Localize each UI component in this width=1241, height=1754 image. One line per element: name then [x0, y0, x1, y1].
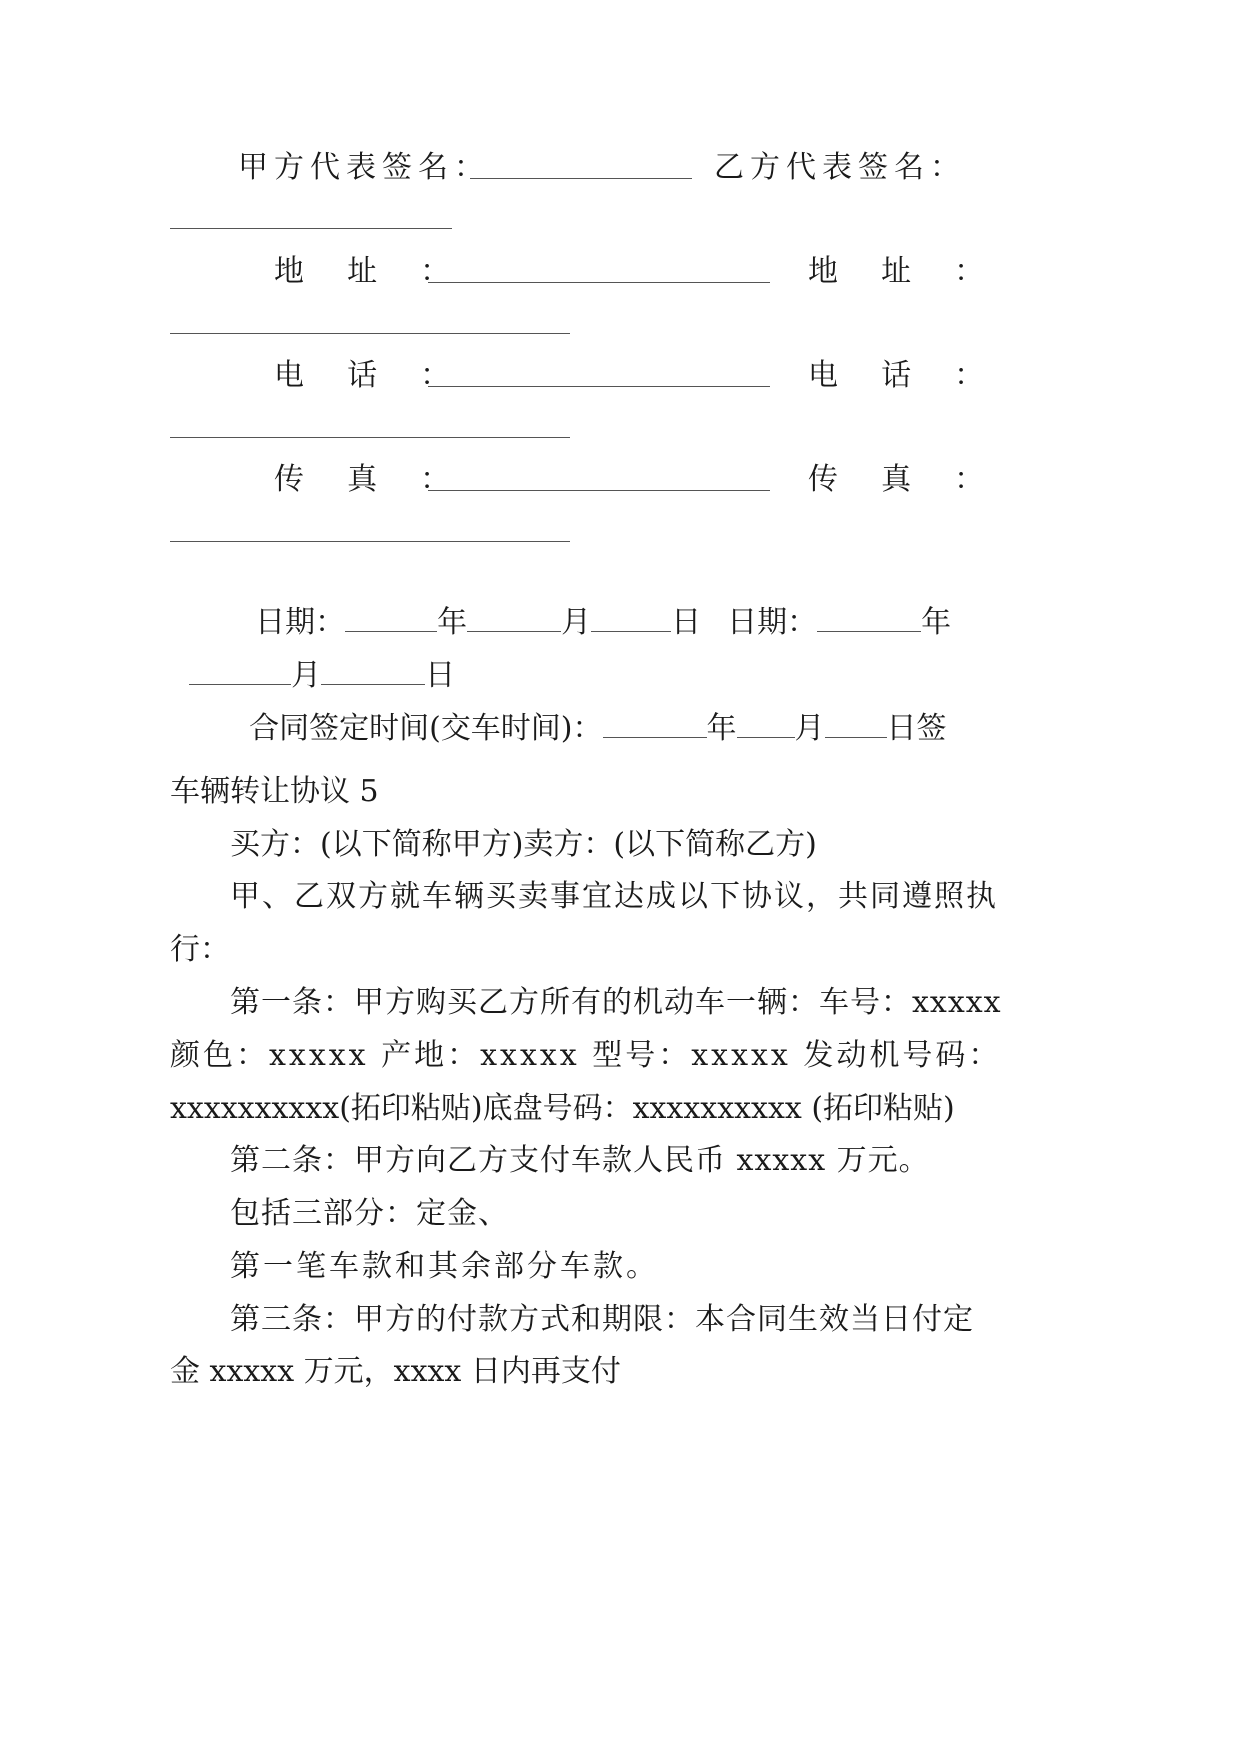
phone-line-a[interactable]	[428, 386, 770, 387]
article-2-parts-2: 第一笔车款和其余部分车款。	[230, 1249, 659, 1284]
day-char: 日	[671, 605, 702, 640]
party-a-sign-label: 甲方代表签名：	[238, 150, 490, 185]
month-char: 月	[561, 605, 592, 640]
phone-label-a: 电 话 ：	[274, 358, 459, 393]
signing-month-char: 月	[794, 711, 825, 746]
signing-day-sign: 日签	[886, 711, 947, 746]
phone-label-b: 电 话 ：	[808, 358, 993, 393]
signing-month-blank[interactable]	[737, 711, 795, 738]
signing-time-label: 合同签定时间(交车时间)：	[249, 711, 603, 746]
party-a-sign-line[interactable]	[470, 178, 692, 179]
party-b-sign-label: 乙方代表签名：	[714, 150, 966, 185]
parties-line: 买方：(以下简称甲方)卖方：(以下简称乙方)	[230, 827, 817, 862]
fax-line-b-cont[interactable]	[170, 541, 570, 542]
signing-time-row	[230, 669, 947, 749]
article-3-line-1: 第三条：甲方的付款方式和期限：本合同生效当日付定	[230, 1302, 974, 1337]
address-line-b-cont[interactable]	[170, 333, 570, 334]
party-b-sign-line-cont[interactable]	[170, 228, 452, 229]
address-label-a: 地 址 ：	[274, 254, 459, 289]
article-1-line-1: 第一条：甲方购买乙方所有的机动车一辆：车号：xxxxx	[230, 985, 1002, 1020]
article-1-line-2: 颜色：xxxxx 产地：xxxxx 型号：xxxxx 发动机号码：	[170, 1038, 1002, 1073]
date-label-a: 日期：	[255, 605, 346, 640]
article-2-parts-1: 包括三部分：定金、	[230, 1196, 509, 1231]
signing-day-blank[interactable]	[825, 711, 887, 738]
intro-line-2: 行：	[170, 932, 230, 967]
year-char: 年	[437, 605, 468, 640]
address-label-b: 地 址 ：	[808, 254, 993, 289]
year-char-b: 年	[921, 605, 952, 640]
month-char-b: 月	[291, 658, 322, 693]
fax-label-a: 传 真 ：	[274, 462, 459, 497]
article-3-line-2: 金 xxxxx 万元，xxxx 日内再支付	[170, 1354, 621, 1389]
intro-text-1: 甲、乙双方就车辆买卖事宜达成以下协议，共同遵照执	[230, 879, 998, 914]
year-blank-b[interactable]	[817, 605, 921, 632]
day-blank-a[interactable]	[591, 605, 671, 632]
date-label-b: 日期：	[727, 605, 818, 640]
fax-label-b: 传 真 ：	[808, 462, 993, 497]
address-line-a[interactable]	[428, 282, 770, 283]
fax-line-a[interactable]	[428, 490, 770, 491]
signing-year-char: 年	[706, 711, 737, 746]
agreement-title: 车辆转让协议 5	[170, 774, 379, 809]
article-2: 第二条：甲方向乙方支付车款人民币 xxxxx 万元。	[230, 1143, 930, 1178]
day-char-b: 日	[425, 658, 456, 693]
article-1-line-3: xxxxxxxxxx(拓印粘贴)底盘号码：xxxxxxxxxx (拓印粘贴)	[170, 1091, 955, 1126]
signing-year-blank[interactable]	[603, 711, 707, 738]
month-blank-a[interactable]	[467, 605, 561, 632]
phone-line-b-cont[interactable]	[170, 437, 570, 438]
intro-line-1	[230, 877, 998, 917]
